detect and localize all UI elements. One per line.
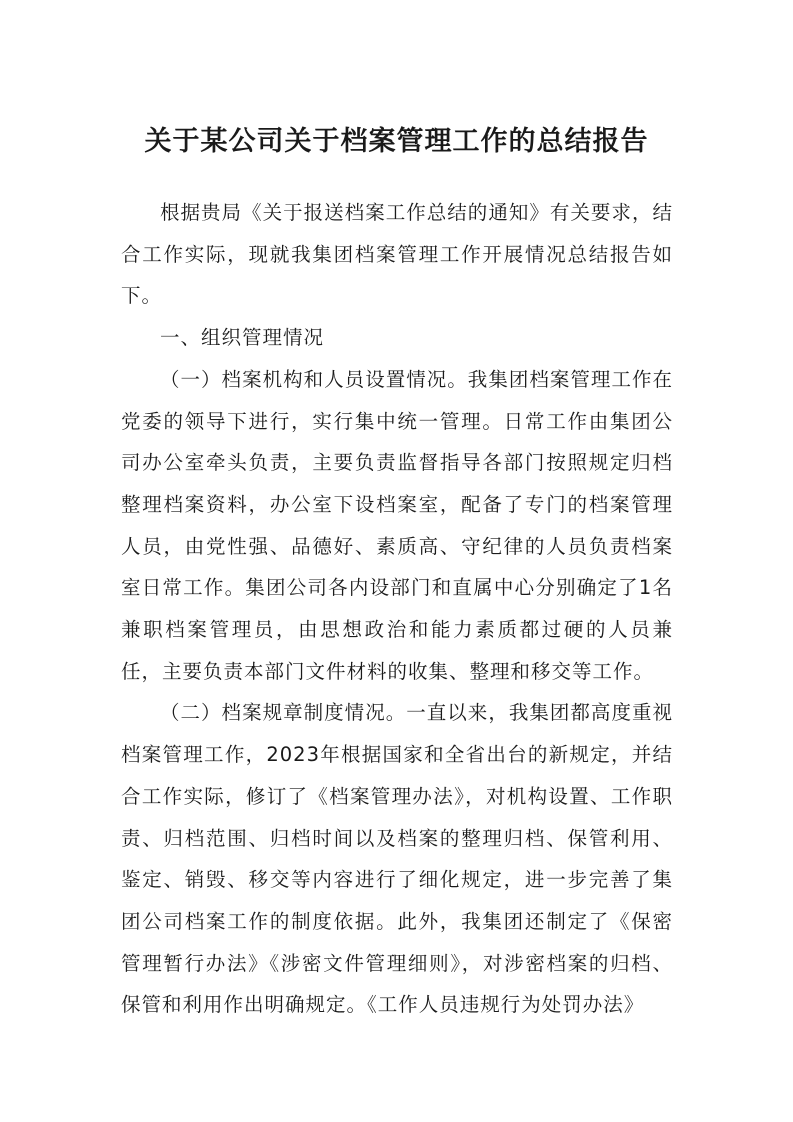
intro-paragraph: 根据贵局《关于报送档案工作总结的通知》有关要求，结合工作实际，现就我集团档案管理工作开展情况总结报告如下。 [121, 201, 673, 308]
section-heading: 一、组织管理情况 [160, 326, 325, 350]
document-body [121, 192, 673, 1026]
body-paragraph: （一）档案机构和人员设置情况。我集团档案管理工作在党委的领导下进行，实行集中统一管理。日常工作由集团公司办公室牵头负责，主要负责监督指导各部门按照规定归档整理档案资料，办公室下设档案室，配备了专门的档案管理人员，由党性强、品德好、素质高、守纪律的人员负责档案室日常工作。集团公司各内设部门和直属中心分别确定了1名兼职档案管理员，由思想政治和能力素质都过硬的人员兼任，主要负责本部门文件材料的收集、整理和移交等工作。 [121, 367, 673, 683]
body-paragraph: （二）档案规章制度情况。一直以来，我集团都高度重视档案管理工作，2023年根据国家和全省出台的新规定，并结合工作实际，修订了《档案管理办法》，对机构设置、工作职责、归档范围、归档时间以及档案的整理归档、保管利用、鉴定、销毁、移交等内容进行了细化规定，进一步完善了集团公司档案工作的制度依据。此外，我集团还制定了《保密管理暂行办法》《涉密文件管理细则》，对涉密档案的归档、保管和利用作出明确规定。《工作人员违规行为处罚办法》 [121, 701, 673, 1017]
document-title: 关于某公司关于档案管理工作的总结报告 [144, 126, 649, 157]
